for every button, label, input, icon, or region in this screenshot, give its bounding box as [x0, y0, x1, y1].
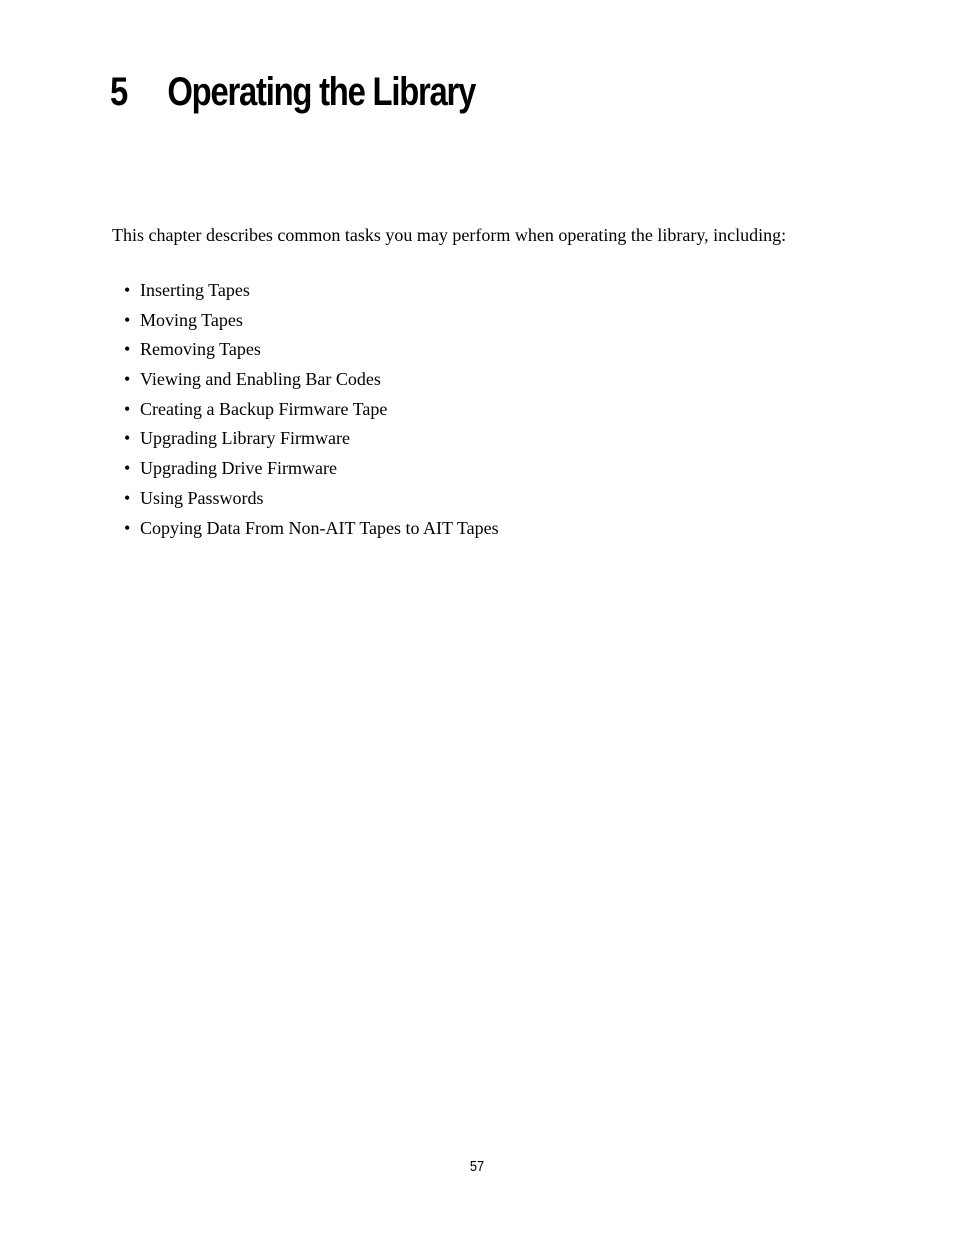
list-item [124, 368, 499, 398]
page-number: 57 [469, 1158, 485, 1175]
bullet: • [124, 398, 131, 419]
list-item [124, 309, 499, 339]
bullet: • [124, 369, 131, 390]
bullet: • [124, 428, 131, 449]
chapter-number: 5 [110, 70, 128, 114]
list-item [124, 279, 499, 309]
intro-paragraph: This chapter describes common tasks you may perform when operating the library, including: [112, 225, 787, 245]
list-item [124, 487, 499, 517]
list-item [124, 457, 499, 487]
list-item-text: Using Passwords [140, 487, 264, 508]
list-item-text: Upgrading Library Firmware [140, 428, 350, 449]
list-item-text: Upgrading Drive Firmware [140, 458, 337, 479]
bullet: • [124, 280, 131, 300]
list-item-text: Removing Tapes [140, 339, 261, 360]
bullet: • [124, 339, 131, 360]
list-item [124, 398, 499, 428]
bullet: • [124, 458, 131, 479]
list-item-text: Moving Tapes [140, 309, 243, 330]
list-item [124, 338, 499, 368]
list-item [124, 427, 499, 457]
bullet: • [124, 517, 131, 538]
list-item-text: Creating a Backup Firmware Tape [140, 398, 388, 419]
topic-list [124, 279, 499, 546]
chapter-title: Operating the Library [167, 70, 476, 114]
list-item [124, 517, 499, 547]
chapter-heading [110, 72, 475, 112]
bullet: • [124, 487, 131, 508]
bullet: • [124, 309, 131, 330]
list-item-text: Viewing and Enabling Bar Codes [140, 369, 381, 390]
list-item-text: Inserting Tapes [140, 280, 250, 300]
list-item-text: Copying Data From Non-AIT Tapes to AIT Tapes [140, 517, 499, 538]
